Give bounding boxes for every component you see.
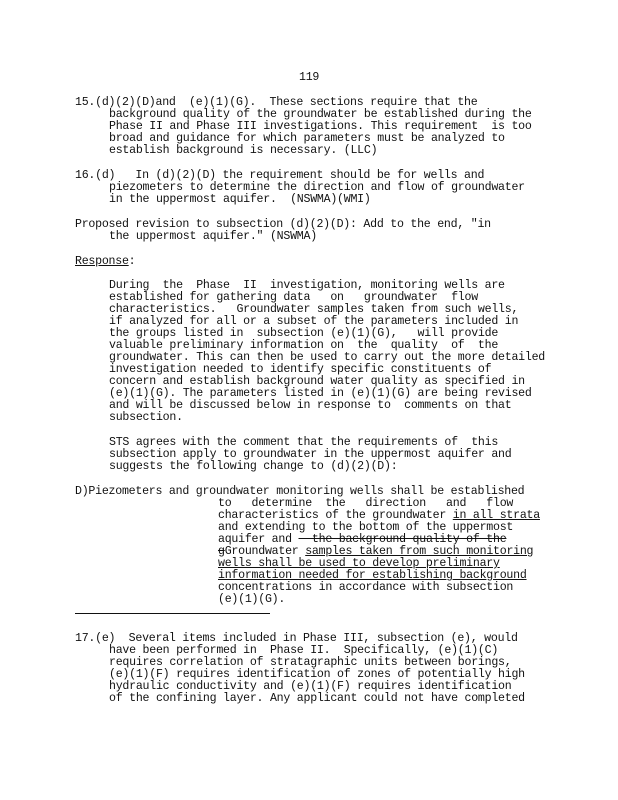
revision-line-4: and extending to the bottom of the uppermost: [218, 521, 514, 534]
response-heading-text: Response: [75, 255, 129, 268]
revision-deletion-g: g: [218, 545, 225, 558]
response-p1-line-7: groundwater. This can then be used to carry out the more detailed: [109, 351, 545, 364]
separator-rule: [75, 613, 270, 614]
revision-line-3-text: characteristics of the groundwater: [218, 509, 453, 522]
comment-15-line-2: background quality of the groundwater be established during the: [109, 108, 532, 121]
comment-17-line-5: hydraulic conductivity and (e)(1)(F) requires identification: [109, 680, 512, 693]
revision-line-7: wells shall be used to develop preliminary: [218, 557, 500, 570]
proposed-revision-line-2: the uppermost aquifer." (NSWMA): [109, 230, 317, 243]
comment-17-line-2: have been performed in Phase II. Specifically, (e)(1)(C): [109, 644, 499, 657]
revision-insert-strata: in all strata: [452, 509, 540, 522]
revision-line-6-text: Groundwater: [224, 545, 306, 558]
response-p2-line-3: suggests the following change to (d)(2)(D):: [109, 460, 398, 473]
revision-insert-samples: samples taken from such monitoring: [305, 545, 534, 558]
response-p1-line-12: subsection.: [109, 411, 183, 424]
response-p1-line-1: During the Phase II investigation, monitoring wells are: [109, 279, 505, 292]
response-p1-line-6: valuable preliminary information on the quality of the: [109, 339, 499, 352]
response-p1-line-8: investigation needed to identify specific constituents of: [109, 363, 492, 376]
revision-line-10: (e)(1)(G).: [218, 593, 286, 606]
comment-15-line-3: Phase II and Phase III investigations. This requirement is too: [109, 120, 532, 133]
comment-15-line-4: broad and guidance for which parameters must be analyzed to: [109, 132, 505, 145]
response-p1-line-10: (e)(1)(G). The parameters listed in (e)(1)(G) are being revised: [109, 387, 532, 400]
revision-line-2: to determine the direction and flow: [218, 497, 514, 510]
comment-16-line-1: 16.(d) In (d)(2)(D) the requirement should be for wells and: [75, 169, 485, 182]
response-heading-colon: :: [128, 255, 136, 268]
comment-17-line-6: of the confining layer. Any applicant could not have completed: [109, 692, 525, 705]
revision-line-5-text: aquifer and: [218, 533, 299, 546]
revision-line-1: D)Piezometers and groundwater monitoring wells shall be established: [75, 485, 525, 498]
response-p1-line-4: if analyzed for all or a subset of the parameters included in: [109, 315, 519, 328]
response-p1-line-5: the groups listed in subsection (e)(1)(G), will provide: [109, 327, 499, 340]
comment-17-line-1: 17.(e) Several items included in Phase III, subsection (e), would: [75, 632, 518, 645]
comment-17-line-4: (e)(1)(F) requires identification of zones of potentially high: [109, 668, 525, 681]
revision-line-9: concentrations in accordance with subsection: [218, 581, 514, 594]
response-p1-line-2: established for gathering data on groundwater flow: [109, 291, 478, 304]
proposed-revision-line-1: Proposed revision to subsection (d)(2)(D): Add to the end, "in: [75, 218, 491, 231]
comment-16-line-2: piezometers to determine the direction and flow of groundwater: [109, 181, 525, 194]
comment-15-line-1: 15.(d)(2)(D)and (e)(1)(G). These sections require that the: [75, 96, 478, 109]
response-heading: [75, 256, 135, 268]
comment-15-line-5: establish background is necessary. (LLC): [109, 144, 378, 157]
response-p2-line-1: STS agrees with the comment that the requirements of this: [109, 436, 499, 449]
response-p1-line-11: and will be discussed below in response to comments on that: [109, 399, 512, 412]
comment-16-line-3: in the uppermost aquifer. (NSWMA)(WMI): [109, 193, 371, 206]
response-p1-line-9: concern and establish background water quality as specified in: [109, 375, 525, 388]
response-p1-line-3: characteristics. Groundwater samples taken from such wells,: [109, 303, 519, 316]
revision-deletion-background: the background quality of the: [298, 533, 507, 546]
revision-line-8: information needed for establishing background: [218, 569, 527, 582]
comment-17-line-3: requires correlation of stratagraphic units between borings,: [109, 656, 512, 669]
response-p2-line-2: subsection apply to groundwater in the uppermost aquifer and: [109, 448, 512, 461]
page-number: 119: [299, 71, 320, 84]
